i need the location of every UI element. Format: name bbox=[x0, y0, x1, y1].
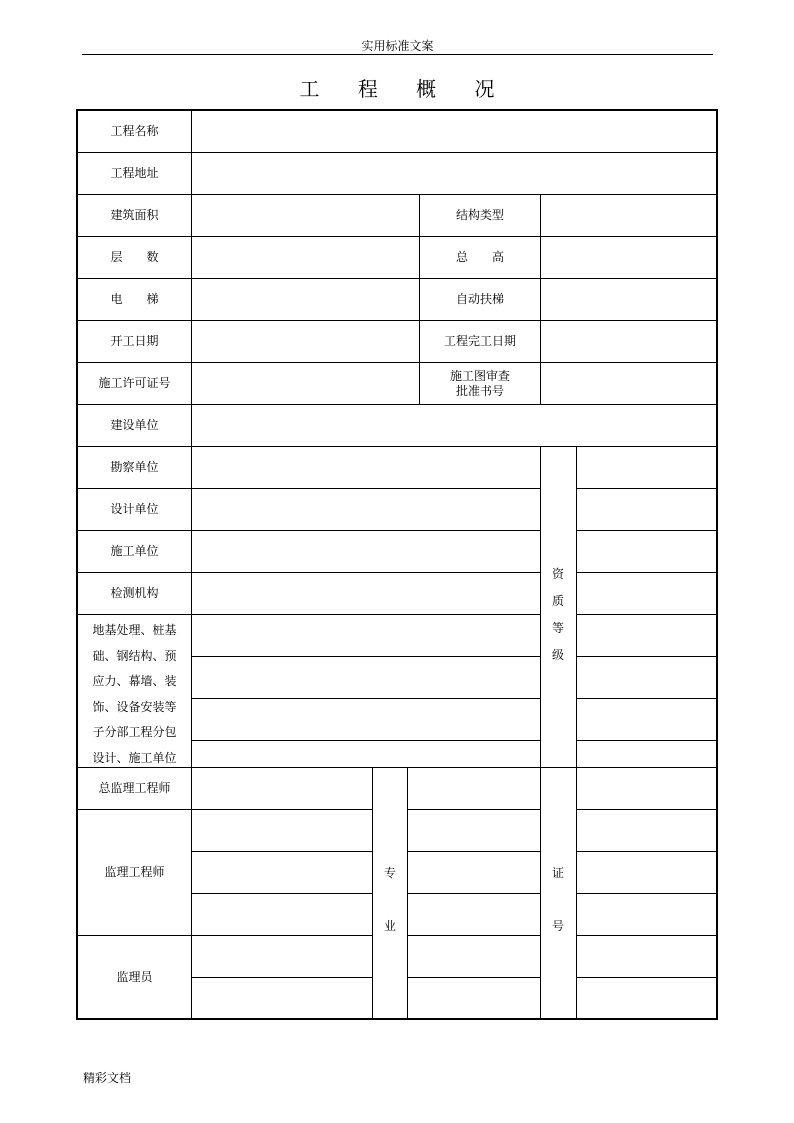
row-divider bbox=[576, 656, 717, 657]
row-divider bbox=[576, 893, 717, 894]
row-divider bbox=[191, 977, 372, 978]
subcontract-line: 应力、幕墙、装 bbox=[92, 674, 177, 688]
title-char: 工 bbox=[299, 77, 320, 101]
qualification-char: 级 bbox=[551, 648, 564, 662]
page-footer: 精彩文档 bbox=[83, 1071, 132, 1085]
label-testing-agency: 检测机构 bbox=[110, 586, 159, 600]
label-drawing-review bbox=[420, 363, 540, 404]
title-char: 程 bbox=[357, 77, 378, 101]
column-divider bbox=[191, 111, 192, 1019]
row-divider bbox=[576, 809, 717, 810]
label-elevator: 电 梯 bbox=[110, 292, 159, 306]
page-header: 实用标准文案 bbox=[361, 39, 434, 53]
row-divider bbox=[191, 893, 372, 894]
qualification-char: 质 bbox=[551, 594, 564, 608]
row-divider bbox=[576, 488, 717, 489]
drawing-review-line: 施工图审查 bbox=[449, 368, 510, 383]
specialty-char: 业 bbox=[383, 919, 396, 933]
certificate-char: 证 bbox=[551, 866, 564, 880]
subcontract-line: 饰、设备安装等 bbox=[92, 699, 177, 714]
label-qualification-grade bbox=[540, 565, 576, 663]
label-certificate-number bbox=[540, 864, 576, 934]
row-divider bbox=[576, 977, 717, 978]
row-divider bbox=[576, 530, 717, 531]
row-divider bbox=[407, 851, 540, 852]
row-divider bbox=[407, 935, 540, 936]
certificate-char: 号 bbox=[551, 919, 564, 933]
label-specialty bbox=[372, 864, 408, 934]
label-supervisor: 监理工程师 bbox=[104, 865, 165, 879]
qualification-char: 等 bbox=[551, 621, 564, 635]
row-divider bbox=[407, 893, 540, 894]
label-survey-unit: 勘察单位 bbox=[110, 460, 159, 474]
label-total-height: 总 高 bbox=[455, 250, 504, 264]
label-project-address: 工程地址 bbox=[110, 166, 159, 180]
label-subcontract-units bbox=[78, 618, 191, 771]
row-divider bbox=[576, 572, 717, 573]
row-divider bbox=[407, 809, 540, 810]
row-divider bbox=[576, 851, 717, 852]
row-divider bbox=[191, 740, 540, 741]
row-divider bbox=[191, 698, 540, 699]
row-divider bbox=[407, 977, 540, 978]
title-char: 概 bbox=[416, 77, 437, 101]
column-divider bbox=[540, 194, 541, 404]
label-building-area: 建筑面积 bbox=[110, 208, 159, 222]
label-completion-date: 工程完工日期 bbox=[443, 334, 516, 348]
subcontract-line: 子分部工程分包 bbox=[92, 725, 177, 739]
label-chief-supervisor: 总监理工程师 bbox=[98, 781, 171, 795]
row-divider bbox=[191, 656, 540, 657]
column-divider bbox=[576, 446, 577, 1019]
row-divider bbox=[191, 851, 372, 852]
title-char: 况 bbox=[474, 77, 495, 101]
label-construction-permit: 施工许可证号 bbox=[98, 376, 171, 390]
row-divider bbox=[576, 698, 717, 699]
subcontract-line: 设计、施工单位 bbox=[92, 750, 177, 765]
drawing-review-line: 批准书号 bbox=[455, 383, 504, 398]
row-divider bbox=[576, 614, 717, 615]
subcontract-line: 地基处理、桩基 bbox=[92, 623, 177, 637]
label-project-name: 工程名称 bbox=[110, 124, 159, 138]
row-divider bbox=[77, 614, 540, 615]
label-floors: 层 数 bbox=[110, 250, 159, 264]
row-divider bbox=[576, 935, 717, 936]
page-title bbox=[0, 73, 794, 102]
label-escalator: 自动扶梯 bbox=[455, 292, 504, 306]
specialty-char: 专 bbox=[383, 866, 396, 880]
qualification-char: 资 bbox=[551, 567, 564, 581]
row-divider bbox=[576, 740, 717, 741]
header-divider bbox=[82, 54, 713, 55]
label-inspector: 监理员 bbox=[116, 970, 153, 984]
label-structure-type: 结构类型 bbox=[455, 208, 504, 222]
label-owner-unit: 建设单位 bbox=[110, 418, 159, 432]
label-start-date: 开工日期 bbox=[110, 334, 159, 348]
label-construction-unit: 施工单位 bbox=[110, 544, 159, 558]
label-design-unit: 设计单位 bbox=[110, 502, 159, 516]
subcontract-line: 础、钢结构、预 bbox=[92, 648, 177, 663]
